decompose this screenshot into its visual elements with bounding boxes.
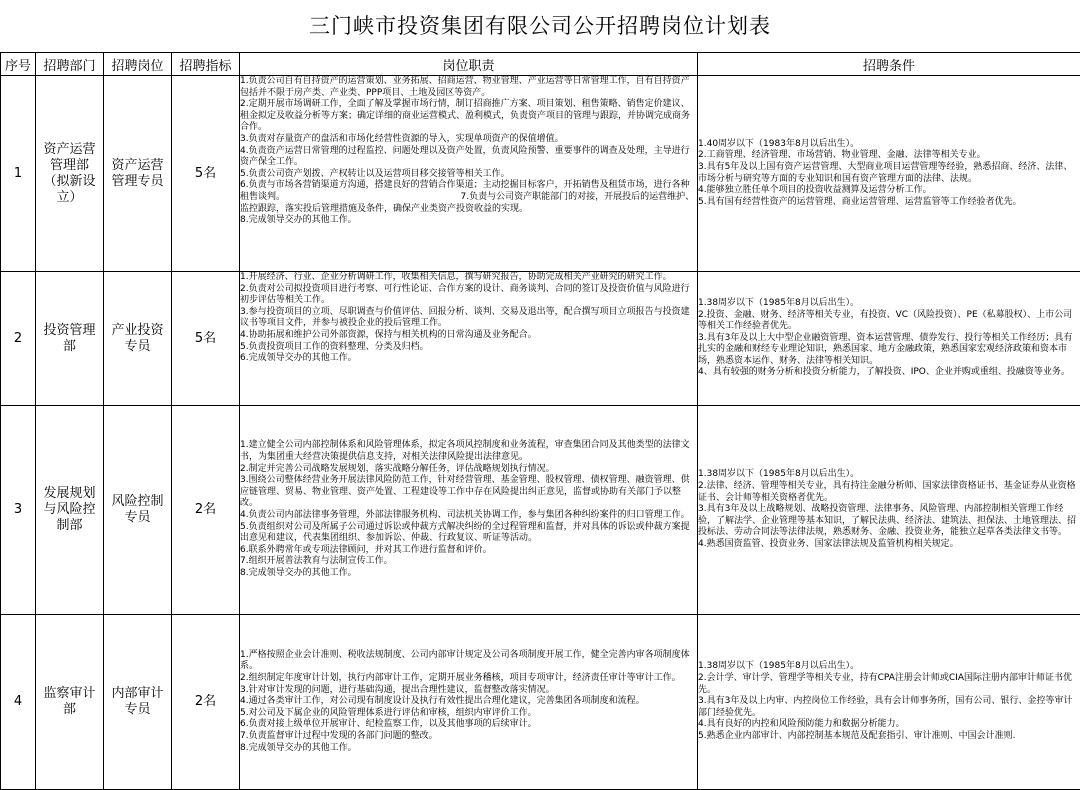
requirement-item: 1.38周岁以下（1985年8月以后出生）。 xyxy=(698,661,1080,673)
post-name: 产业投资专员 xyxy=(104,323,171,355)
duty-item: 5.负责投资项目工作的资料整理、分类及归档。 xyxy=(240,342,697,354)
requirement-item: 2.工商管理、经济管理、市场营销、物业管理、金融、法律等相关专业。 xyxy=(698,150,1080,162)
duty-item: 5.负责组织对公司及所属子公司通过诉讼或仲裁方式解决纠纷的全过程管理和监督，并对具体的诉讼或仲裁方案提出意见和建议，代表集团组织、参加诉讼、仲裁、行政复议、听证等活动。 xyxy=(240,522,697,545)
post-name: 内部审计专员 xyxy=(104,686,171,718)
duty-item: 8.完成领导交办的其他工作。 xyxy=(240,568,697,580)
requirement-item: 3.具有3年及以上战略规划、战略投资管理、法律事务、风险管理、内部控制相关管理工作经验，了解法学、企业管理等基本知识，了解民法典、经济法、建筑法、担保法、土地管理法、招投标法、劳动合同法等法律法规，熟悉财务、金融、投资业务，能独立起草各类法律文书等。 xyxy=(698,504,1080,539)
requirement-item: 4.熟悉国资监管、投资业务、国家法律法规及监管机构相关规定。 xyxy=(698,539,1080,551)
post-name: 风险控制专员 xyxy=(104,494,171,526)
department-name: 投资管理部 xyxy=(36,323,103,355)
requirement-item: 2.法律、经济、管理等相关专业，具有持注金融分析师、国家法律资格证书、基金证券从业资格证书、会计师等相关资格者优先。 xyxy=(698,481,1080,504)
requirement-item: 4.具有良好的内控和风险预防能力和数据分析能力。 xyxy=(698,719,1080,731)
department-cell xyxy=(36,76,104,272)
requirement-item: 2.会计学、审计学、管理学等相关专业，持有CPA注册会计师或CIA国际注册内部审计师证书优先。 xyxy=(698,673,1080,696)
duty-item: 1.严格按照企业会计准则、税收法规制度、公司内部审计规定及公司各项制度开展工作，健全完善内审各项制度体系。 xyxy=(240,650,697,673)
post-cell xyxy=(104,272,172,406)
header-department: 招聘部门 xyxy=(36,53,104,76)
requirement-item: 1.38周岁以下（1985年8月以后出生）。 xyxy=(698,298,1080,310)
requirement-item: 2.投资、金融、财务、经济等相关专业，有投资、VC（风险投资）、PE（私募股权）、上市公司等相关工作经验者优先。 xyxy=(698,310,1080,333)
table-row xyxy=(1,615,1080,790)
requirements-cell xyxy=(698,615,1080,790)
duty-item: 6.联系外聘常年或专项法律顾问，并对其工作进行监督和评价。 xyxy=(240,545,697,557)
duty-item: 5.对公司及下属企业的风险管理体系进行评估和审核，组织内审评价工作。 xyxy=(240,708,697,720)
quota-cell: 2名 xyxy=(172,406,240,615)
table-row xyxy=(1,272,1080,406)
quota-cell: 2名 xyxy=(172,615,240,790)
duty-item: 4.协助拓展和维护公司外部资源，保持与相关机构的日常沟通及业务配合。 xyxy=(240,330,697,342)
duty-item: 1.负责公司自有自持资产的运营策划、业务拓展、招商运营、物业管理、产业运营等日常管理工作，自有自持资产包括并不限于房产类、产业类、PPP项目、土地及园区等资产。 xyxy=(240,76,697,99)
row-number: 4 xyxy=(1,615,36,790)
requirement-item: 5.熟悉企业内部审计、内部控制基本规范及配套指引、审计准则、中国会计准则. xyxy=(698,731,1080,743)
post-name: 资产运营管理专员 xyxy=(104,158,171,190)
department-cell xyxy=(36,615,104,790)
post-cell xyxy=(104,615,172,790)
requirement-item: 1.40周岁以下（1983年8月以后出生）。 xyxy=(698,139,1080,151)
requirement-item: 4.能够独立胜任单个项目的投资收益测算及运营分析工作。 xyxy=(698,185,1080,197)
duty-item: 2.定期开展市场调研工作，全面了解及掌握市场行情，制订招商推广方案、项目策划、租售策略、销售定价建议、租金拟定及收益分析等方案；确定详细的商业运营模式、盈利模式，负责资产项目的管理与跟踪，并协调完成商务合作。 xyxy=(240,99,697,134)
duty-item: 4.负责公司内部法律事务管理，外部法律服务机构、司法机关协调工作，参与集团各种纠纷案件的归口管理工作。 xyxy=(240,510,697,522)
duty-item: 2.组织制定年度审计计划，执行内部审计工作，定期开展业务稽核，项目专项审计，经济责任审计等审计工作。 xyxy=(240,673,697,685)
duty-item: 8.完成领导交办的其他工作。 xyxy=(240,743,697,755)
duty-item: 5.负责公司资产划拨、产权转让以及运营项目移交接管等相关工作。 xyxy=(240,169,697,181)
duty-item: 7.负责监督审计过程中发现的各部门问题的整改。 xyxy=(240,731,697,743)
duties-cell xyxy=(240,406,698,615)
duties-cell xyxy=(240,615,698,790)
requirement-item: 4、具有较强的财务分析和投资分析能力，了解投资、IPO、企业并购或重组、投融资等业务。 xyxy=(698,367,1080,379)
row-number: 3 xyxy=(1,406,36,615)
header-no: 序号 xyxy=(1,53,36,76)
post-cell xyxy=(104,76,172,272)
row-number: 2 xyxy=(1,272,36,406)
header-post: 招聘岗位 xyxy=(104,53,172,76)
duty-item: 6.负责对接上级单位开展审计、纪检监察工作，以及其他事项的后续审计。 xyxy=(240,719,697,731)
requirements-cell xyxy=(698,406,1080,615)
header-quota: 招聘指标 xyxy=(172,53,240,76)
department-name: 监察审计部 xyxy=(36,686,103,718)
department-cell xyxy=(36,272,104,406)
duties-cell xyxy=(240,76,698,272)
duty-item: 1.开展经济、行业、企业分析调研工作，收集相关信息，撰写研究报告，协助完成相关产业研究的研究工作。 2.负责对公司拟投资项目进行考察、可行性论证、合作方案的设计、商务谈判、合同的签订及投资价值与风险进行初步评估等相关工作。 xyxy=(240,272,697,307)
requirement-item: 5.具有国有经营性资产的运营管理、商业运营管理、运营监管等工作经验者优先。 xyxy=(698,197,1080,209)
requirements-cell xyxy=(698,272,1080,406)
duty-item: 2.制定并完善公司战略发展规划，落实战略分解任务，评估战略规划执行情况。 xyxy=(240,464,697,476)
department-name: 发展规划与风险控制部 xyxy=(36,486,103,534)
duty-item: 7.组织开展普法教育与法制宣传工作。 xyxy=(240,556,697,568)
recruitment-plan-table xyxy=(0,52,1080,790)
duty-item: 1.建立健全公司内部控制体系和风险管理体系，拟定各项风控制度和业务流程，审查集团合同及其他类型的法律文书，为集团重大经营决策提供信息支持，对相关法律风险提出法律意见。 xyxy=(240,440,697,463)
row-number: 1 xyxy=(1,76,36,272)
table-row xyxy=(1,406,1080,615)
requirements-cell xyxy=(698,76,1080,272)
header-requirements: 招聘条件 xyxy=(698,53,1080,76)
requirement-item: 1.38周岁以下（1985年8月以后出生）。 xyxy=(698,469,1080,481)
page-title: 三门峡市投资集团有限公司公开招聘岗位计划表 xyxy=(0,8,1080,44)
requirement-item: 3.具有3年及以上内审、内控岗位工作经验，具有会计师事务所，国有公司、银行、金控等审计部门经验优先。 xyxy=(698,696,1080,719)
duty-item: 4.负责资产运营日常管理的过程监控、问题处理以及资产处置，负责风险预警、重要事件的调查及处理，主导进行资产保全工作。 xyxy=(240,146,697,169)
header-duties: 岗位职责 xyxy=(240,53,698,76)
duty-item: 3.围绕公司整体经营业务开展法律风险防范工作，针对经营管理、基金管理、股权管理、债权管理、融资管理、供应链管理、贸易、物业管理、资产处置、工程建设等工作中存在风险提出纠正意见，监督或协助有关部门予以整改。 xyxy=(240,475,697,510)
department-name: 资产运营管理部（拟新设立） xyxy=(36,142,103,206)
post-cell xyxy=(104,406,172,615)
duty-item: 3.负责对存量资产的盘活和市场化经营性资源的导入，实现单项资产的保值增值。 xyxy=(240,134,697,146)
table-header-row xyxy=(1,53,1080,76)
requirement-item: 3.具有5年及以上国有资产运营管理、大型商业项目运营管理等经验，熟悉招商、经济、法律、市场分析与研究等方面的专业知识和国有资产管理方面的法律、法规。 xyxy=(698,162,1080,185)
department-cell xyxy=(36,406,104,615)
duty-item: 6.完成领导交办的其他工作。 xyxy=(240,353,697,365)
duty-item: 6.负责与市场各营销渠道方沟通，搭建良好的营销合作渠道；主动挖掘目标客户，开拓销售及租赁市场，进行各种租售谈判。 7.负责与公司资产职能部门的对接，开展投后的运营维护、监控跟踪，落实投后管理措施及条件，确保产业类资产投资收益的实现。 xyxy=(240,180,697,215)
quota-cell: 5名 xyxy=(172,272,240,406)
table-row xyxy=(1,76,1080,272)
duty-item: 8.完成领导交办的其他工作。 xyxy=(240,215,697,227)
requirement-item: 3.具有3年及以上大中型企业融资管理、资本运营管理、债券发行、投行等相关工作经历；具有扎实的金融和财经专业理论知识，熟悉国家、地方金融政策，熟悉国家宏观经济政策和资本市场，熟悉资本运作、财务、法律等相关知识。 xyxy=(698,333,1080,368)
duty-item: 4.通过各类审计工作，对公司现有制度设计及执行有效性提出合理化建议，完善集团各项制度和流程。 xyxy=(240,696,697,708)
quota-cell: 5名 xyxy=(172,76,240,272)
duty-item: 3.参与投资项目的立项、尽职调查与价值评估、回报分析、谈判、交易及退出等，配合撰写项目立项报告与投资建议书等项目文件，并参与被投企业的投后管理工作。 xyxy=(240,307,697,330)
duties-cell xyxy=(240,272,698,406)
duty-item: 3.针对审计发现的问题，进行基础沟通，提出合理性建议，监督整改落实情况。 xyxy=(240,685,697,697)
